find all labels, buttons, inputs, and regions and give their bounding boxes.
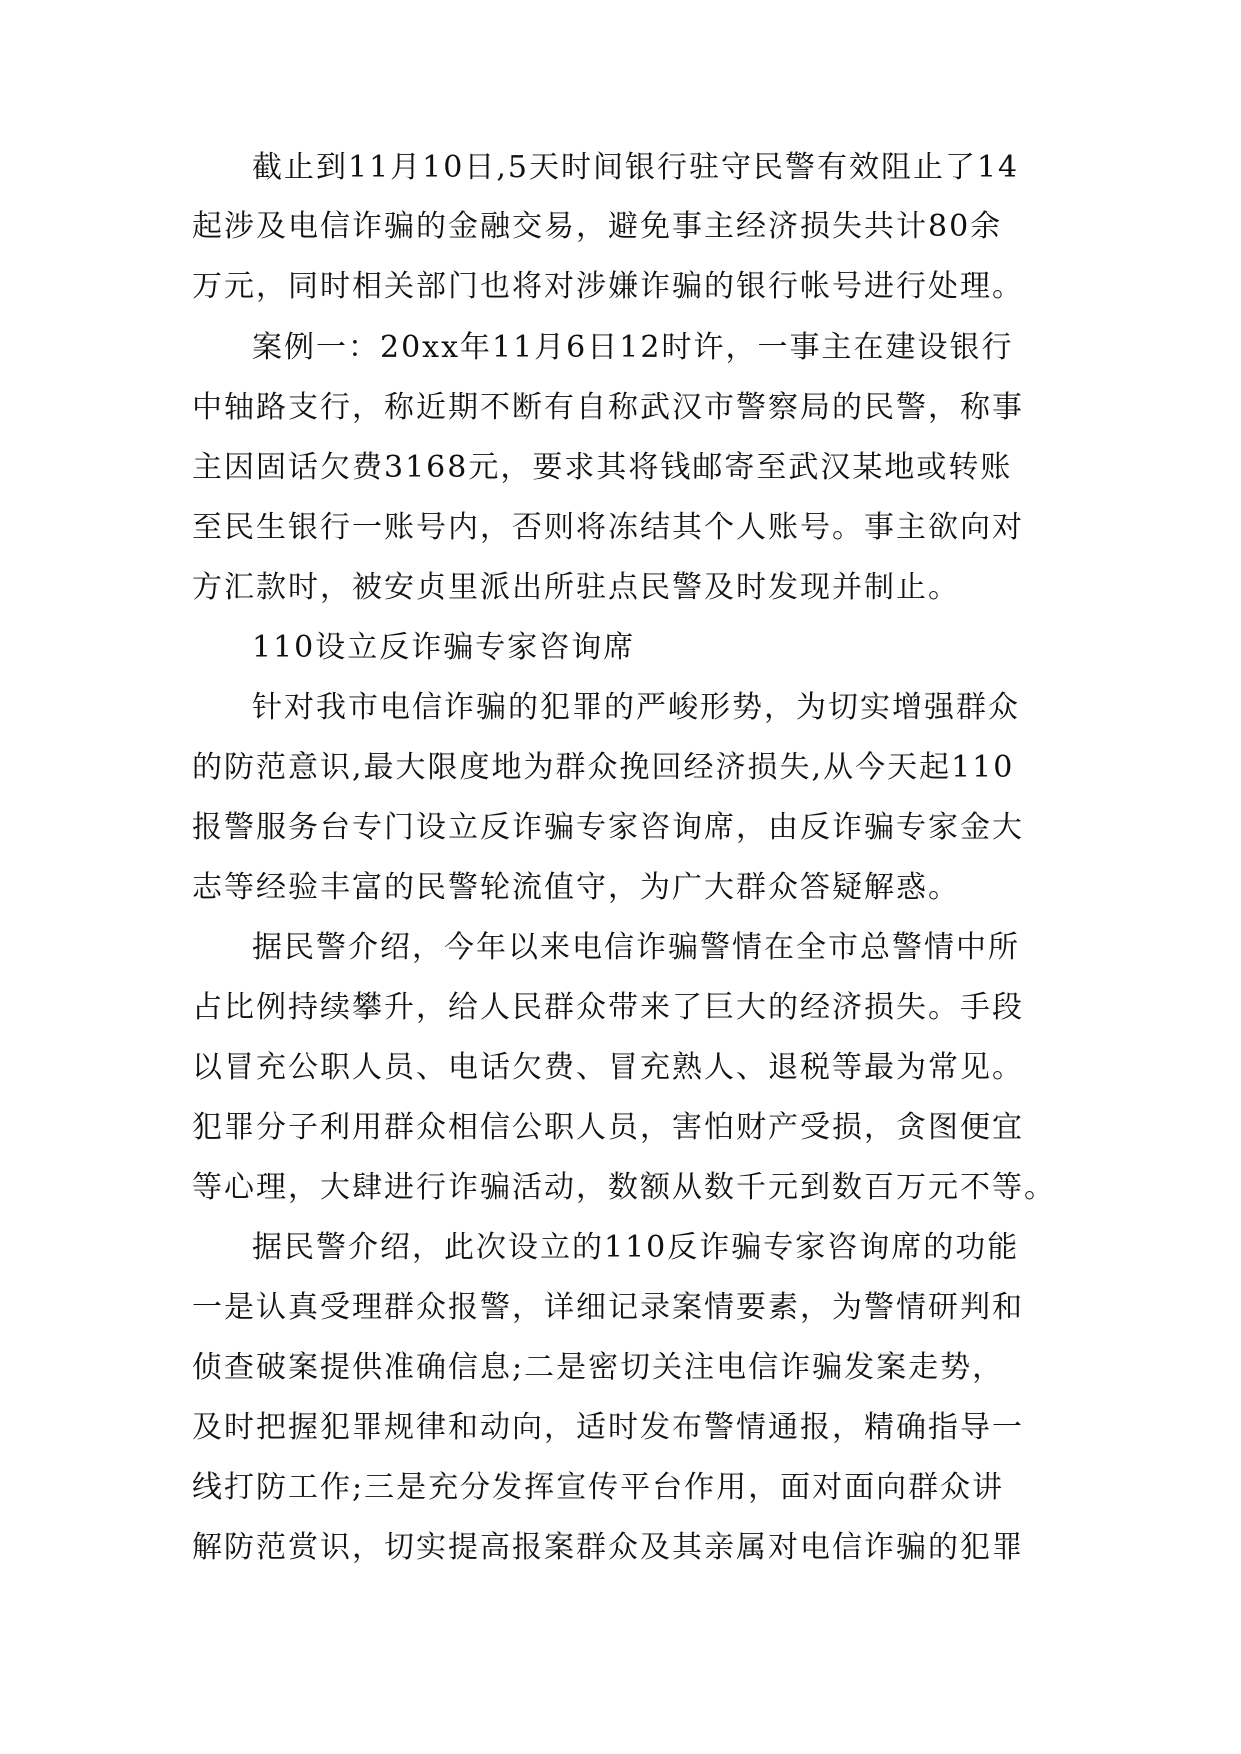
paragraph-3-line-4: 志等经验丰富的民警轮流值守，为广大群众答疑解惑。 (192, 870, 960, 905)
paragraph-3-line-2: 的防范意识,最大限度地为群众挽回经济损失,从今天起110 (192, 750, 1015, 785)
paragraph-5-line-5: 线打防工作;三是充分发挥宣传平台作用，面对面向群众讲 (192, 1470, 1005, 1505)
paragraph-2-line-1: 案例一：20xx年11月6日12时许，一事主在建设银行 (252, 330, 1014, 365)
paragraph-5-line-3: 侦查破案提供准确信息;二是密切关注电信诈骗发案走势， (192, 1350, 1005, 1385)
paragraph-2-line-4: 至民生银行一账号内，否则将冻结其个人账号。事主欲向对 (192, 510, 1024, 545)
paragraph-5-line-4: 及时把握犯罪规律和动向，适时发布警情通报，精确指导一 (192, 1410, 1024, 1445)
paragraph-2-line-2: 中轴路支行，称近期不断有自称武汉市警察局的民警，称事 (192, 390, 1024, 425)
paragraph-1-line-2: 起涉及电信诈骗的金融交易，避免事主经济损失共计80余 (192, 209, 1003, 244)
paragraph-4-line-3: 以冒充公职人员、电话欠费、冒充熟人、退税等最为常见。 (192, 1050, 1024, 1085)
paragraph-4-line-5: 等心理，大肆进行诈骗活动，数额从数千元到数百万元不等。 (192, 1170, 1056, 1205)
paragraph-2-line-3: 主因固话欠费3168元，要求其将钱邮寄至武汉某地或转账 (192, 450, 1013, 485)
paragraph-1-line-1: 截止到11月10日,5天时间银行驻守民警有效阻止了14 (252, 150, 1020, 185)
paragraph-1-line-3: 万元，同时相关部门也将对涉嫌诈骗的银行帐号进行处理。 (192, 269, 1024, 304)
paragraph-4-line-4: 犯罪分子利用群众相信公职人员，害怕财产受损，贪图便宜 (192, 1110, 1024, 1145)
paragraph-4-line-1: 据民警介绍，今年以来电信诈骗警情在全市总警情中所 (252, 930, 1020, 965)
paragraph-4-line-2: 占比例持续攀升，给人民群众带来了巨大的经济损失。手段 (192, 990, 1024, 1025)
paragraph-3-line-3: 报警服务台专门设立反诈骗专家咨询席，由反诈骗专家金大 (192, 810, 1024, 845)
paragraph-2-line-5: 方汇款时，被安贞里派出所驻点民警及时发现并制止。 (192, 570, 960, 605)
section-heading: 110设立反诈骗专家咨询席 (252, 630, 636, 665)
paragraph-3-line-1: 针对我市电信诈骗的犯罪的严峻形势，为切实增强群众 (252, 690, 1020, 725)
paragraph-5-line-6: 解防范赏识，切实提高报案群众及其亲属对电信诈骗的犯罪 (192, 1530, 1024, 1565)
paragraph-5-line-1: 据民警介绍，此次设立的110反诈骗专家咨询席的功能 (252, 1230, 1020, 1265)
paragraph-5-line-2: 一是认真受理群众报警，详细记录案情要素，为警情研判和 (192, 1290, 1024, 1325)
